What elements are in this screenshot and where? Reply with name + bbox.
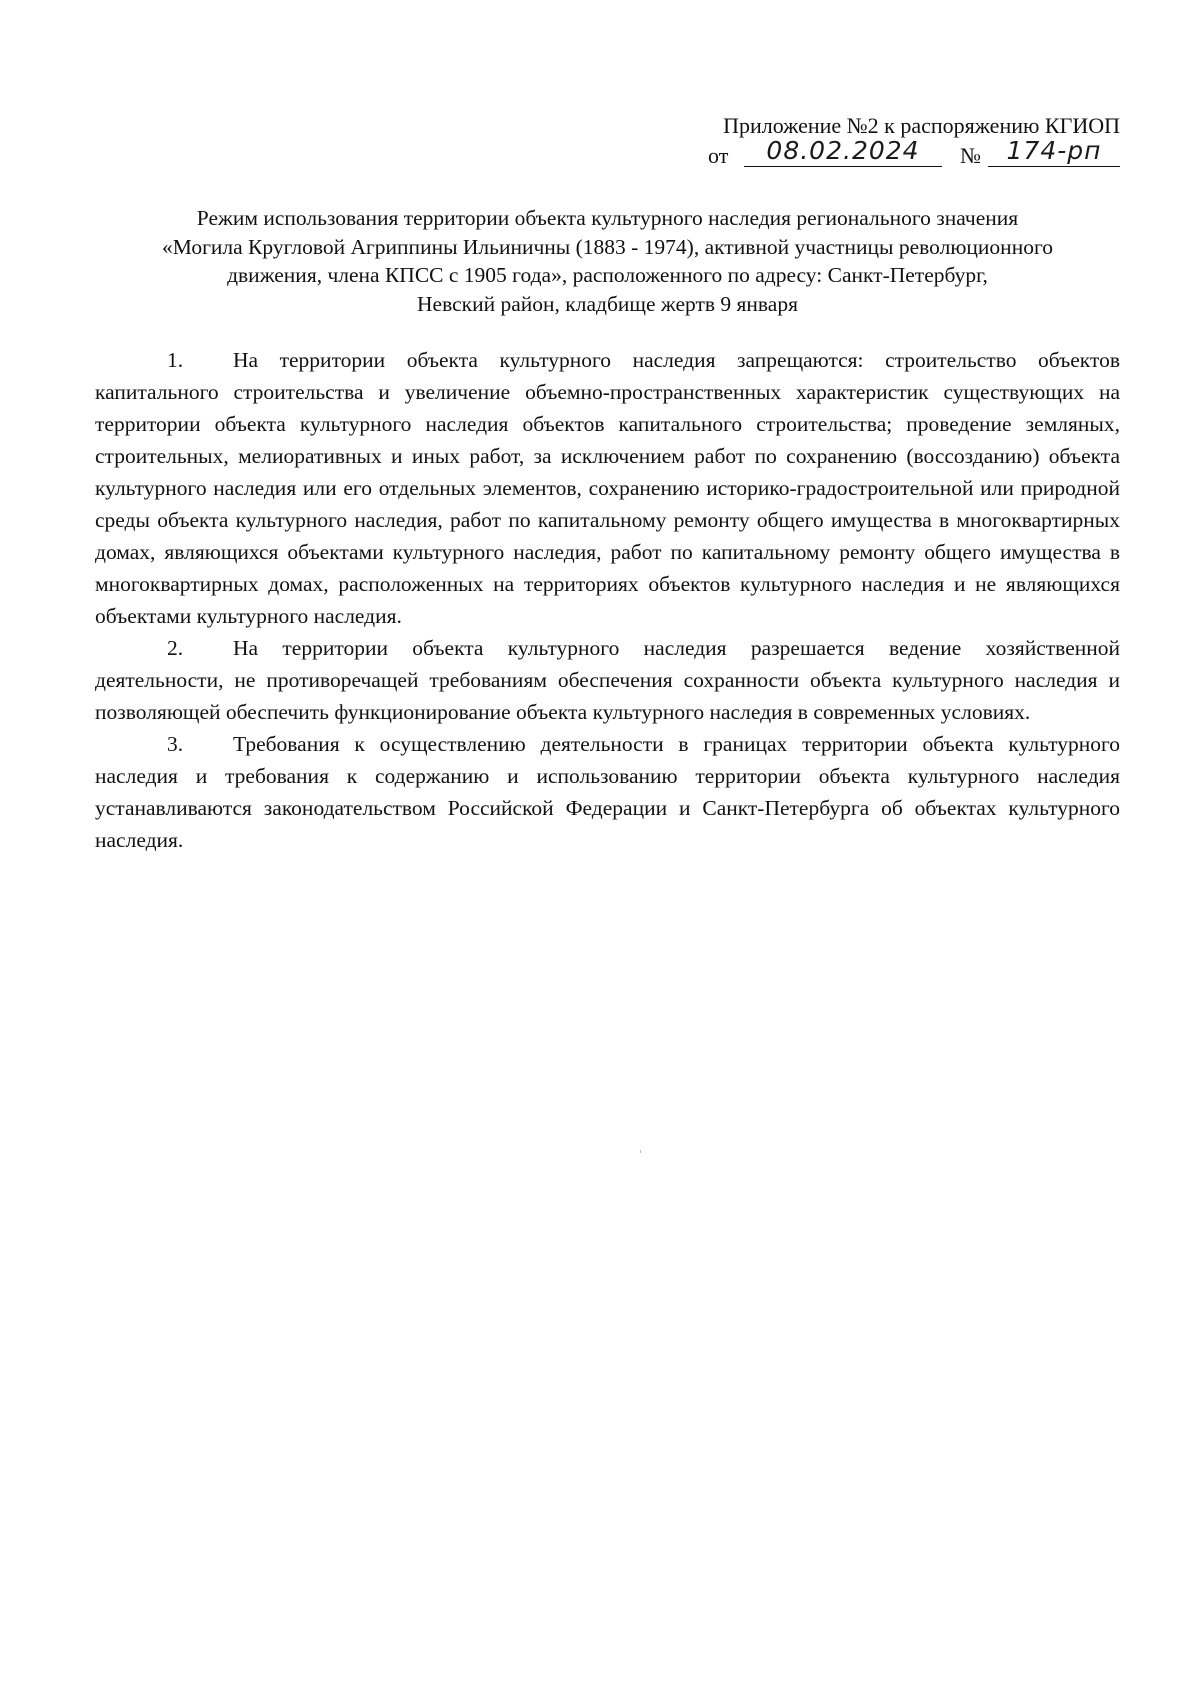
scan-speck [640,1150,641,1153]
paragraph-number: 2. [167,636,184,660]
document-page [95,0,1120,1697]
paragraph-text: Требования к осуществлению деятельности в границах территории объекта культурного наследия и требования к содержанию и использованию территории объекта культурного наследия устанавливаются законодательством Российской Федерации и Санкт-Петербурга об объектах культурного наследия. [95,732,1120,852]
paragraph-3 [95,728,1120,856]
paragraph-text: На территории объекта культурного наследия запрещаются: строительство объектов капитального строительства и увеличение объемно-пространственных характеристик существующих на территории объекта культурного наследия объектов капитального строительства; проведение земляных, строительных, мелиоративных и иных работ, за исключением работ по сохранению (воссозданию) объекта культурного наследия или его отдельных элементов, сохранению историко-градостроительной или природной среды объекта культурного наследия, работ по капитальному ремонту общего имущества в многоквартирных домах, являющихся объектами культурного наследия, работ по капитальному ремонту общего имущества в многоквартирных домах, расположенных на территориях объектов культурного наследия и не являющихся объектами культурного наследия. [95,348,1120,628]
appendix-header [660,112,1120,172]
appendix-title: Приложение №2 к распоряжению КГИОП [723,113,1120,138]
paragraph-text: На территории объекта культурного наследия разрешается ведение хозяйственной деятельности, не противоречащей требованиям обеспечения сохранности объекта культурного наследия и позволяющей обеспечить функционирование объекта культурного наследия в современных условиях. [95,636,1120,724]
appendix-date-number-line [660,136,1120,172]
title-line: Режим использования территории объекта культурного наследия регионального значения [196,206,1019,230]
paragraph-2 [95,632,1120,728]
document-title [95,204,1120,318]
document-body [95,344,1120,856]
handwritten-number: 174-рп [988,136,1120,167]
title-line: движения, члена КПСС с 1905 года», расположенного по адресу: Санкт-Петербург, [227,263,988,287]
paragraph-number: 1. [167,348,184,372]
handwritten-date: 08.02.2024 [744,136,942,167]
from-label: от [708,143,729,168]
paragraph-1 [95,344,1120,632]
title-line: Невский район, кладбище жертв 9 января [417,291,798,316]
title-line: «Могила Кругловой Агриппины Ильиничны (1883 - 1974), активной участницы революционного [162,234,1053,259]
paragraph-number: 3. [167,732,184,756]
number-label: № [960,143,981,168]
